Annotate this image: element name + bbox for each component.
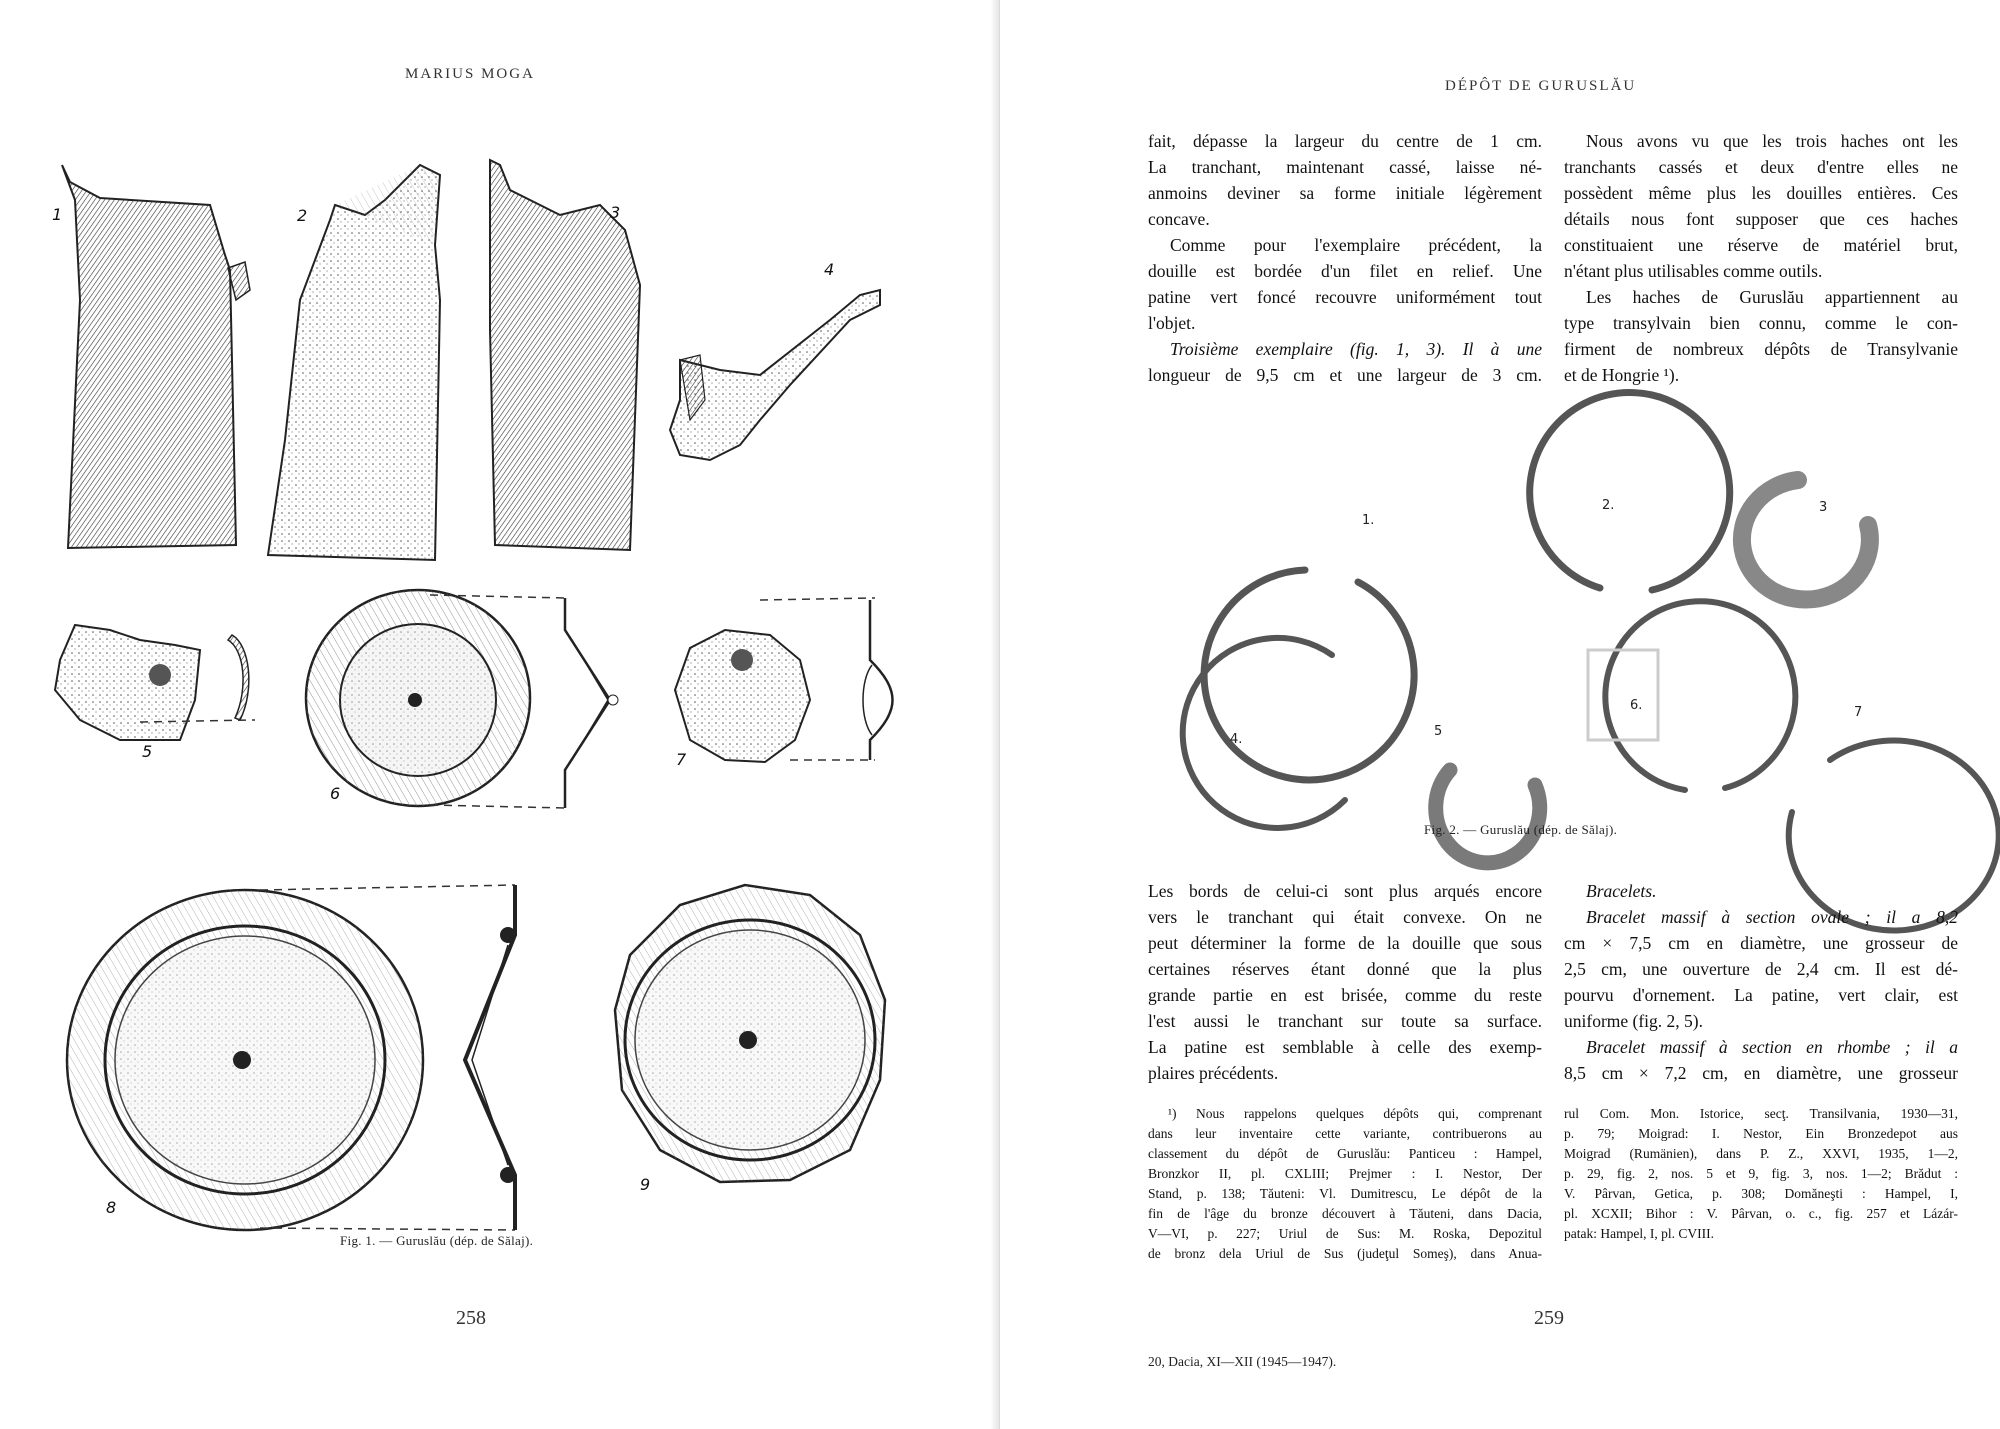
figure-label-4: 4 — [824, 260, 835, 279]
bracelet-1-drawing — [1204, 570, 1414, 780]
text-line: 2,5 cm, une ouverture de 2,4 cm. Il est dé- — [1564, 959, 1958, 979]
bracelet-label-4: 4. — [1230, 732, 1243, 747]
running-head-left: MARIUS MOGA — [405, 66, 535, 82]
text-line: firment de nombreux dépôts de Transylvanie — [1564, 339, 1958, 359]
footnote-line: dans leur inventaire cette variante, contribuerons au — [1148, 1126, 1542, 1141]
fragment-5-drawing — [55, 625, 200, 740]
bracelet-label-7: 7 — [1854, 705, 1863, 720]
text-line: l'objet. — [1148, 313, 1196, 333]
page-number-right: 259 — [1534, 1307, 1564, 1329]
footnote-line: V—VI, p. 227; Uriul de Sus: M. Roska, Depozitul — [1148, 1226, 1542, 1241]
text-line: douille est bordée d'un filet en relief. Une — [1148, 261, 1542, 281]
footnote-line: Stand, p. 138; Tăuteni: Vl. Dumitrescu, Le dépôt de la — [1148, 1186, 1542, 1201]
text-line: patine vert foncé recouvre uniformément tout — [1148, 287, 1542, 307]
text-line: l'est aussi le tranchant sur toute sa surface. — [1148, 1011, 1542, 1031]
bracelet-label-1: 1. — [1362, 513, 1375, 528]
text-line: grande partie en est brisée, comme du reste — [1148, 985, 1542, 1005]
text-line: Les bords de celui-ci sont plus arqués encore — [1148, 881, 1542, 901]
footnote-line: Moigrad (Rumänien), dans P. Z., XXVI, 1935, 1—2, — [1564, 1146, 1958, 1161]
footnote-line: pl. XCXII; Bihor : V. Pârvan, o. c., fig. 257 et Lázár- — [1564, 1206, 1958, 1221]
footnote-line: ¹) Nous rappelons quelques dépôts qui, comprenant — [1168, 1106, 1542, 1121]
figure-label-8: 8 — [106, 1198, 117, 1217]
text-line: plaires précédents. — [1148, 1063, 1279, 1083]
right-page — [1000, 0, 2000, 1429]
running-head-right: DÉPÔT DE GURUSLĂU — [1445, 78, 1637, 94]
text-line: certaines réserves étant donné que la plus — [1148, 959, 1542, 979]
text-line: uniforme (fig. 2, 5). — [1564, 1011, 1703, 1031]
figure-1-caption: Fig. 1. — Guruslău (dép. de Sălaj). — [340, 1233, 534, 1248]
bracelet-label-6: 6. — [1630, 698, 1643, 713]
footnote-line: de bronz dela Uriul de Sus (judeţul Someş), dans Anua- — [1148, 1246, 1542, 1261]
text-line: peut déterminer la forme de la douille que sous — [1148, 933, 1542, 953]
text-line: et de Hongrie ¹). — [1564, 365, 1680, 385]
figure-label-3: 3 — [610, 203, 621, 222]
footnote-right — [1564, 1104, 1958, 1244]
footnote-line: p. 29, fig. 2, nos. 5 et 9, fig. 3, nos. 1—2; Brădut : — [1564, 1166, 1958, 1181]
figure-label-1: 1 — [52, 205, 63, 224]
text-line: cm × 7,5 cm en diamètre, une grosseur de — [1564, 933, 1958, 953]
text-line: anmoins deviner sa forme initiale légèrement — [1148, 183, 1542, 203]
text-line: concave. — [1148, 209, 1210, 229]
text-line: fait, dépasse la largeur du centre de 1 cm. — [1148, 131, 1542, 151]
footnote-line: classement du dépôt de Guruslău: Panticeu : Hampel, — [1148, 1146, 1542, 1161]
text-line: détails nous font supposer que ces haches — [1564, 209, 1958, 229]
text-line: Bracelet massif à section en rhombe ; il a — [1586, 1037, 1958, 1057]
bracelet-label-2: 2. — [1602, 498, 1615, 513]
text-line: longueur de 9,5 cm et une largeur de 3 cm. — [1148, 365, 1542, 385]
text-line: Les haches de Guruslău appartiennent au — [1586, 287, 1958, 307]
page-number-left: 258 — [456, 1307, 486, 1329]
text-line: Nous avons vu que les trois haches ont les — [1586, 131, 1958, 151]
text-line: constituaient une réserve de matériel brut, — [1564, 235, 1958, 255]
figure-label-5: 5 — [142, 742, 153, 761]
figure-label-9: 9 — [640, 1175, 651, 1194]
figure-2-caption: Fig. 2. — Guruslău (dép. de Sălaj). — [1424, 822, 1618, 837]
disc-7-drawing — [675, 598, 893, 762]
text-line: n'étant plus utilisables comme outils. — [1564, 261, 1823, 281]
footnote-line: Bronzkor II, pl. CXLIII; Prejmer : I. Nestor, Der — [1148, 1166, 1542, 1181]
footnote-left — [1148, 1104, 1542, 1264]
bracelet-4-drawing — [1183, 638, 1345, 828]
figure-label-6: 6 — [330, 784, 341, 803]
text-line: Troisième exemplaire (fig. 1, 3). Il à une — [1170, 339, 1542, 359]
text-line: La tranchant, maintenant cassé, laisse né- — [1148, 157, 1542, 177]
text-line: La patine est semblable à celle des exemp- — [1148, 1037, 1542, 1057]
text-column-left-bottom — [1148, 878, 1542, 1086]
text-line: Bracelets. — [1586, 881, 1657, 901]
journal-footer: 20, Dacia, XI—XII (1945—1947). — [1148, 1354, 1337, 1369]
disc-9-drawing — [615, 885, 885, 1182]
bracelet-6-drawing — [1605, 601, 1795, 790]
text-line: type transylvain bien connu, comme le con- — [1564, 313, 1958, 333]
text-line: pourvu d'ornement. La patine, vert clair, est — [1564, 985, 1958, 1005]
footnote-line: patak: Hampel, I, pl. CVIII. — [1564, 1226, 1714, 1241]
bracelet-label-5: 5 — [1434, 724, 1443, 739]
footnote-line: fin de l'âge du bronze découvert à Tăuteni, dans Dacia, — [1148, 1206, 1542, 1221]
bracelet-label-3: 3 — [1819, 500, 1828, 515]
footnote-line: V. Pârvan, Getica, p. 308; Domăneşti : Hampel, I, — [1564, 1186, 1958, 1201]
footnote-line: p. 79; Moigrad: I. Nestor, Ein Bronzedepot aus — [1564, 1126, 1958, 1141]
axe-1-drawing — [62, 165, 236, 548]
disc-6-drawing — [306, 590, 618, 808]
bracelet-2-drawing — [1530, 393, 1730, 590]
text-column-right-bottom — [1564, 878, 1958, 1086]
bracelet-5-drawing — [1436, 770, 1540, 863]
figure-label-2: 2 — [297, 206, 308, 225]
disc-8-drawing — [67, 885, 516, 1230]
text-line: Bracelet massif à section ovale ; il a 8,2 — [1586, 907, 1958, 927]
text-line: 8,5 cm × 7,2 cm, en diamètre, une grosseur — [1564, 1063, 1958, 1083]
figure-label-7: 7 — [676, 750, 687, 769]
text-line: Comme pour l'exemplaire précédent, la — [1170, 235, 1542, 255]
text-line: tranchants cassés et deux d'entre elles ne — [1564, 157, 1958, 177]
bracelet-3-drawing — [1742, 480, 1870, 600]
text-line: possèdent même plus les douilles entières. Ces — [1564, 183, 1958, 203]
footnote-line: rul Com. Mon. Istorice, secţ. Transilvania, 1930—31, — [1564, 1106, 1958, 1121]
text-line: vers le tranchant qui était convexe. On ne — [1148, 907, 1542, 927]
